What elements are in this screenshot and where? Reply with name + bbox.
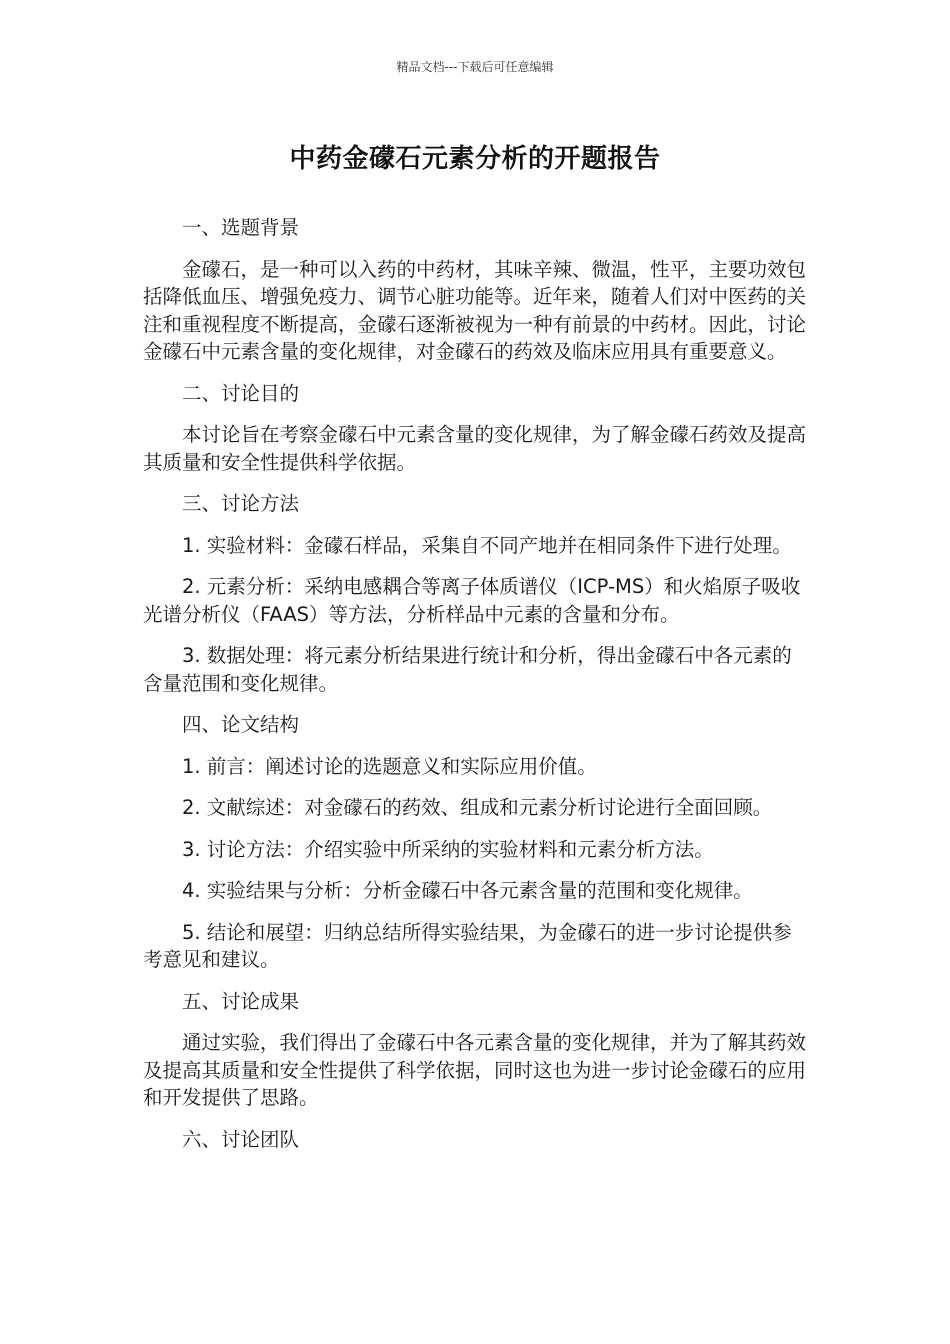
document-title: 中药金礞石元素分析的开题报告 xyxy=(289,144,661,174)
header-note: 精品文档---下载后可任意编辑 xyxy=(396,60,554,74)
structure-item-methods: 3. 讨论方法：介绍实验中所采纳的实验材料和元素分析方法。 xyxy=(182,837,714,861)
structure-item-literature-review: 2. 文献综述：对金礞石的药效、组成和元素分析讨论进行全面回顾。 xyxy=(182,796,773,819)
methods-item-element-analysis: 2. 元素分析：采纳电感耦合等离子体质谱仪（ICP-MS）和火焰原子吸收光谱分析仪（FAAS）等方法，分析样品中元素的含量和分布。 xyxy=(143,575,801,626)
structure-item-results: 4. 实验结果与分析：分析金礞石中各元素含量的范围和变化规律。 xyxy=(182,879,753,902)
section-heading-purpose: 二、讨论目的 xyxy=(182,381,300,405)
paragraph-purpose: 本讨论旨在考察金礞石中元素含量的变化规律，为了解金礞石药效及提高其质量和安全性提供科学依据。 xyxy=(143,423,807,474)
paragraph-background: 金礞石，是一种可以入药的中药材，其味辛辣、微温，性平，主要功效包括降低血压、增强免疫力、调节心脏功能等。近年来，随着人们对中医药的关注和重视程度不断提高，金礞石逐渐被视为一种有前景的中药材。因此，讨论金礞石中元素含量的变化规律，对金礞石的药效及临床应用具有重要意义。 xyxy=(143,257,807,363)
document-body xyxy=(143,214,811,1167)
section-heading-background: 一、选题背景 xyxy=(182,216,300,239)
section-heading-structure: 四、论文结构 xyxy=(182,713,300,736)
methods-item-data-processing: 3. 数据处理：将元素分析结果进行统计和分析，得出金礞石中各元素的含量范围和变化规律。 xyxy=(143,644,792,695)
methods-item-materials: 1. 实验材料：金礞石样品，采集自不同产地并在相同条件下进行处理。 xyxy=(182,533,792,557)
structure-item-conclusion: 5. 结论和展望：归纳总结所得实验结果，为金礞石的进一步讨论提供参考意见和建议。 xyxy=(143,920,792,971)
paragraph-outcomes: 通过实验，我们得出了金礞石中各元素含量的变化规律，并为了解其药效及提高其质量和安全性提供了科学依据，同时这也为进一步讨论金礞石的应用和开发提供了思路。 xyxy=(143,1031,807,1109)
structure-item-preface: 1. 前言：阐述讨论的选题意义和实际应用价值。 xyxy=(182,754,597,778)
section-heading-methods: 三、讨论方法 xyxy=(182,492,300,515)
section-heading-outcomes: 五、讨论成果 xyxy=(182,989,300,1013)
section-heading-team: 六、讨论团队 xyxy=(182,1127,300,1151)
